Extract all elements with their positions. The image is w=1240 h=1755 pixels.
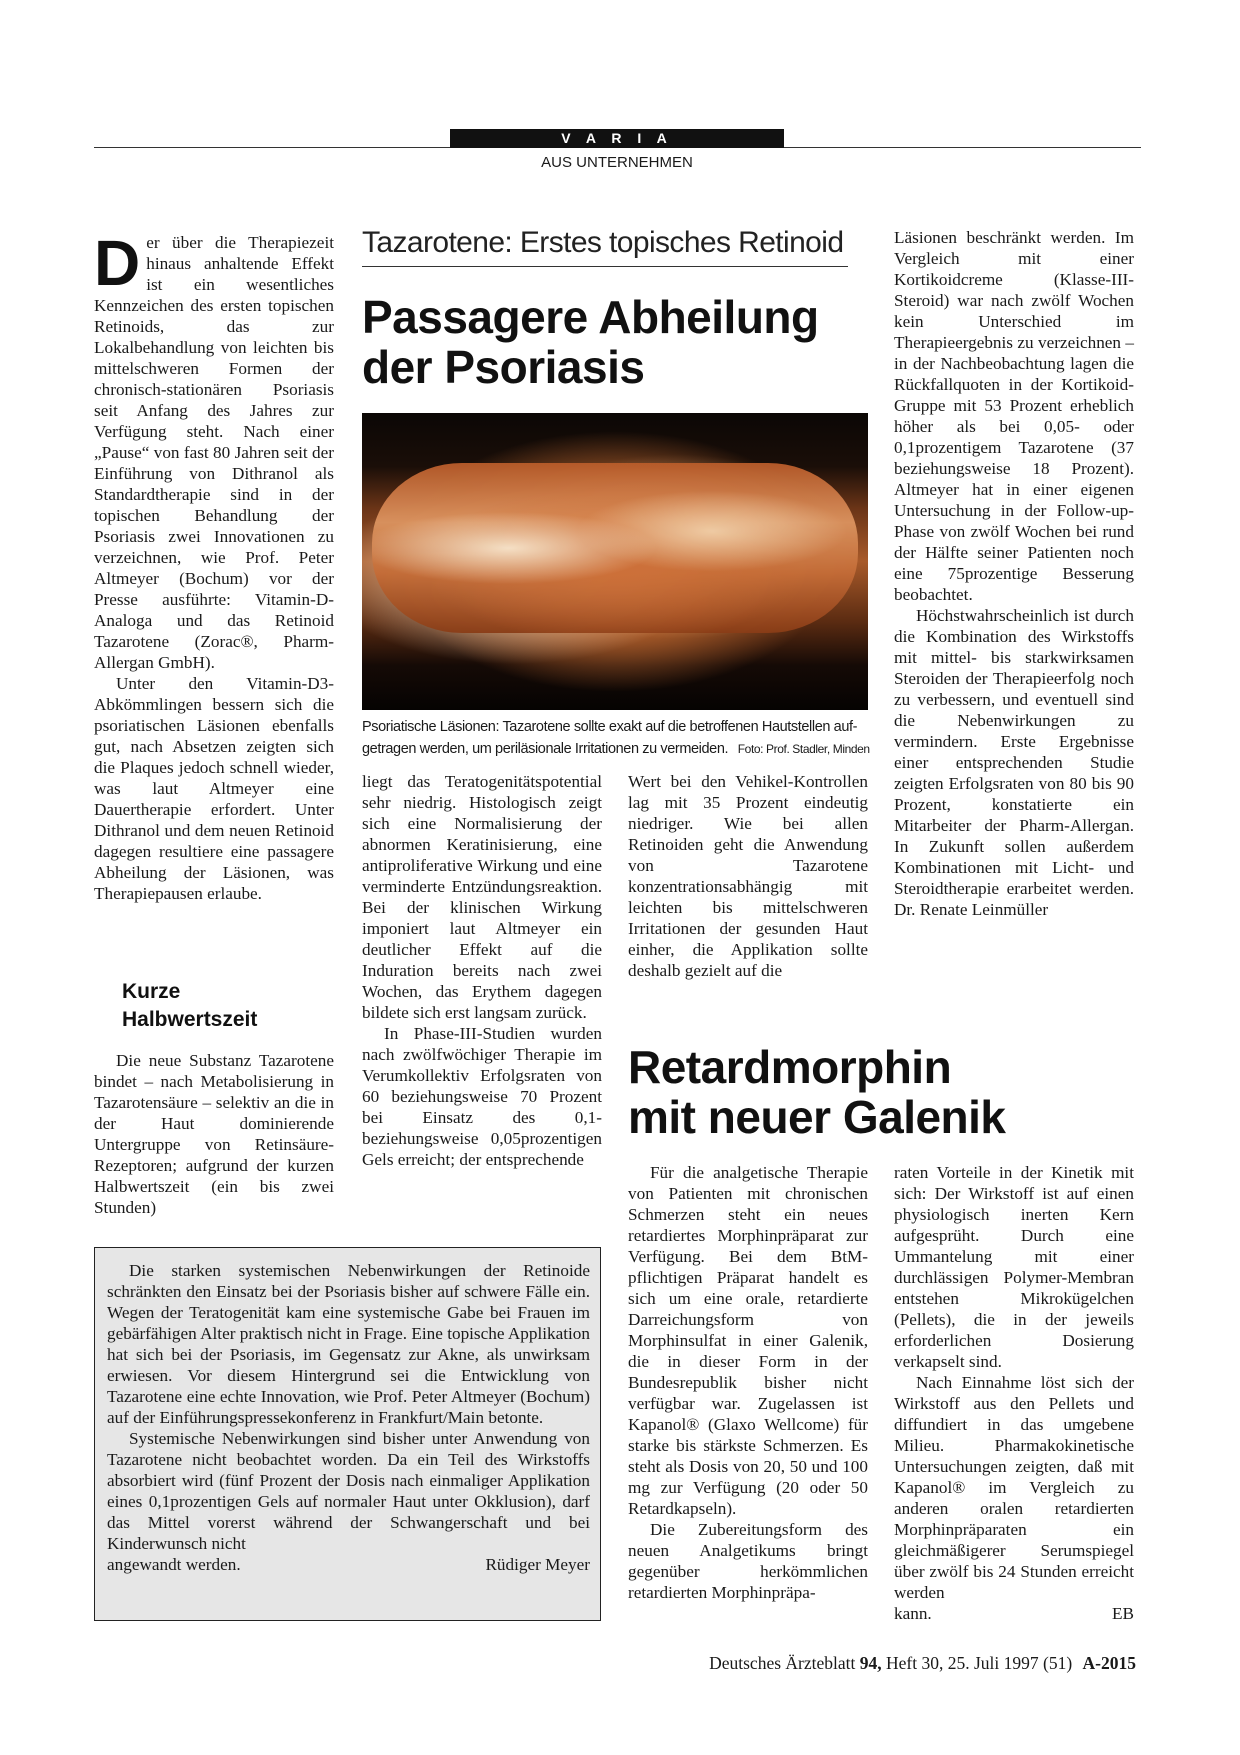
paragraph: Systemische Nebenwirkungen sind bisher unter Anwendung von Tazarotene nicht beobachtet worden. Da ein Teil des Wirkstoffs absorbiert wird (fünf Prozent der Dosis nach einmaliger Applikation eines 0,1prozentigen Gels auf normaler Haut unter Okklusion), darf das Mittel vorerst während der Schwangerschaft und bei Kinderwunsch nicht — [107, 1429, 590, 1553]
subheading — [122, 978, 332, 1034]
info-box-text: angewandt werden. — [107, 1555, 241, 1574]
drop-cap: D — [94, 227, 141, 299]
paragraph: Für die analgetische Therapie von Patienten mit chronischen Schmerzen steht ein neues retardiertes Morphinpräparat zur Verfügung. Bei dem BtM-pflichtigen Präparat handelt es sich um eine orale, retardierte Darreichungsform von Morphinsulfat in einer Galenik, die in dieser Form in der Bundesrepublik bisher nicht verfügbar war. Zugelassen ist Kapanol® (Glaxo Wellcome) für starke bis stärkste Schmerzen. Es steht als Dosis von 20, 50 und 100 mg zur Verfügung (20 oder 50 Retardkapseln). — [628, 1163, 868, 1518]
page-number: A-2015 — [1082, 1653, 1136, 1673]
caption-line: Psoriatische Läsionen: Tazarotene sollte exakt auf die betroffenen Hautstellen auf- — [362, 719, 858, 735]
psoriasis-photo — [362, 413, 868, 710]
article1-column-2 — [362, 771, 602, 1170]
paragraph: Nach Einnahme löst sich der Wirkstoff aus den Pellets und diffundiert in das umgebene Milieu. Pharmakokinetische Untersuchungen zeigten, daß mit Kapanol® im Vergleich zu anderen oralen retardierten Morphinpräparaten ein gleichmäßigerer Serumspiegel über zwölf bis 24 Stunden erreicht werden — [894, 1373, 1134, 1602]
author-signature: Rüdiger Meyer — [485, 1555, 590, 1574]
paragraph: Höchstwahrscheinlich ist durch die Kombination des Wirkstoffs mit mittel- bis starkwirksamen Steroiden der Therapieerfolg noch zu verbessern, und eventuell sind die Nebenwirkungen zu vermindern. Erste Ergebnisse einer entsprechenden Studie zeigten Erfolgsraten von 80 bis 90 Prozent, konstatierte ein Mitarbeiter der Pharm-Allergan. In Zukunft sollen außerdem Kombinationen mit Licht- und Steroidtherapie erarbeitet werden. Dr. Renate Leinmüller — [894, 606, 1134, 919]
article2-column-1 — [628, 1162, 868, 1603]
author-signature: EB — [1112, 1604, 1134, 1623]
headline-line: der Psoriasis — [362, 341, 645, 393]
page-footer — [560, 1652, 1136, 1674]
article2-column-2 — [894, 1162, 1134, 1624]
article1-column-1 — [94, 227, 334, 904]
article-kicker: Tazarotene: Erstes topisches Retinoid — [362, 226, 844, 259]
subheading-line: Halbwertszeit — [122, 1008, 258, 1031]
paragraph: liegt das Teratogenitätspotential sehr niedrig. Histologisch zeigt sich eine Normalisierung der abnormen Keratinisierung, eine antiproliferative Wirkung und eine verminderte Entzündungsreaktion. Bei der klinischen Wirkung imponiert laut Altmeyer ein deutlicher Effekt auf die Induration bereits nach zwei Wochen, das Erythem dagegen bildete sich erst langsam zurück. — [362, 772, 602, 1022]
section-label-text: V A R I A — [561, 130, 673, 146]
volume-number: 94, — [859, 1653, 882, 1673]
issue-date: Heft 30, 25. Juli 1997 (51) — [885, 1653, 1073, 1673]
paragraph: Die Zubereitungsform des neuen Analgetikums bringt gegenüber herkömmlichen retardierten Morphinpräpa- — [628, 1520, 868, 1602]
paragraph: er über die Therapiezeit hinaus anhaltende Effekt ist ein wesentliches Kennzeichen des ersten topischen Retinoids, das zur Lokalbehandlung von leichten bis mittelschweren Formen der chronisch-stationären Psoriasis seit Anfang des Jahres zur Verfügung steht. Nach einer „Pause“ von fast 80 Jahren seit der Einführung von Dithranol als Standardtherapie sind in der topischen Behandlung der Psoriasis zwei Innovationen zu verzeichnen, wie Prof. Peter Altmeyer (Bochum) vor der Presse ausführte: Vitamin-D-Analoga und das Retinoid Tazarotene (Zorac®, Pharm-Allergan GmbH). — [94, 233, 334, 672]
paragraph: In Phase-III-Studien wurden nach zwölfwöchiger Therapie im Verumkollektiv Erfolgsraten von 60 beziehungsweise 70 Prozent bei Einsatz des 0,1- beziehungsweise 0,05prozentigen Gels erreicht; der entsprechende — [362, 1024, 602, 1169]
article2-last-line — [894, 1603, 1134, 1624]
article1-column-4 — [894, 227, 1134, 920]
article2-text: kann. — [894, 1604, 932, 1623]
section-label — [450, 129, 784, 148]
caption-line: getragen werden, um periläsionale Irritationen zu vermeiden. — [362, 741, 729, 757]
photo-limb-shape — [372, 463, 858, 633]
journal-name: Deutsches Ärzteblatt — [709, 1653, 856, 1673]
photo-caption — [362, 716, 882, 760]
subheading-line: Kurze — [122, 980, 181, 1003]
headline-line: Retardmorphin — [628, 1041, 952, 1093]
article-headline — [362, 292, 882, 392]
headline-line: mit neuer Galenik — [628, 1091, 1006, 1143]
paragraph: Die starken systemischen Nebenwirkungen der Retinoide schränkten den Einsatz bei der Psoriasis bisher auf schwere Fälle ein. Wegen der Teratogenität kam eine systemische Gabe bei Frauen im gebärfähigen Alter praktisch nicht in Frage. Eine topische Applikation hat sich bei der Psoriasis, im Gegensatz zur Akne, als unwirksam erwiesen. Vor diesem Hintergrund sei die Entwicklung von Tazarotene eine echte Innovation, wie Prof. Peter Altmeyer (Bochum) auf der Einführungspressekonferenz in Frankfurt/Main betonte. — [107, 1261, 590, 1427]
article1-column-1-cont — [94, 1050, 334, 1218]
article2-headline — [628, 1042, 1138, 1142]
paragraph: Die neue Substanz Tazarotene bindet – nach Metabolisierung in Tazarotensäure – selektiv an die in der Haut dominierende Untergruppe von Retinsäure-Rezeptoren; aufgrund der kurzen Halbwertszeit (ein bis zwei Stunden) — [94, 1051, 334, 1217]
subsection-label: AUS UNTERNEHMEN — [541, 154, 693, 171]
photo-credit: Foto: Prof. Stadler, Minden — [737, 742, 870, 756]
paragraph: Unter den Vitamin-D3- Abkömmlingen bessern sich die psoriatischen Läsionen ebenfalls gut, nach Absetzen zeigten sich die Plaques jedoch schnell wieder, was laut Altmeyer eine Dauertherapie erfordert. Unter Dithranol und dem neuen Retinoid dagegen resultiere eine passagere Abheilung der Läsionen, was Therapiepausen erlaube. — [94, 674, 334, 903]
info-box-last-line — [107, 1554, 590, 1575]
paragraph: Läsionen beschränkt werden. Im Vergleich mit einer Kortikoidcreme (Klasse-III-Steroid) war nach zwölf Wochen kein Unterschied im Therapieergebnis zu verzeichnen – in der Nachbeobachtung lagen die Rückfallquoten in der Kortikoid-Gruppe mit 53 Prozent erheblich höher als bei 0,05- oder 0,1prozentigem Tazarotene (37 beziehungsweise 18 Prozent). Altmeyer hat in einer eigenen Untersuchung in der Follow-up-Phase von zwölf Wochen bei rund der Hälfte seiner Patienten noch eine 75prozentige Besserung beobachtet. — [894, 228, 1134, 604]
article1-column-3 — [628, 771, 868, 981]
kicker-rule — [362, 266, 848, 267]
paragraph: Wert bei den Vehikel-Kontrollen lag mit 35 Prozent eindeutig niedriger. Wie bei allen Retinoiden geht die Anwendung von Tazarotene konzentrationsabhängig mit leichten bis mittelschweren Irritationen der gesunden Haut einher, die Applikation sollte deshalb gezielt auf die — [628, 772, 868, 980]
paragraph: raten Vorteile in der Kinetik mit sich: Der Wirkstoff ist auf einen physiologisch inerten Kern aufgesprüht. Durch eine Ummantelung mit einer durchlässigen Polymer-Membran entstehen Mikrokügelchen (Pellets), die in der jeweils erforderlichen Dosierung verkapselt sind. — [894, 1163, 1134, 1371]
info-box — [94, 1247, 601, 1621]
headline-line: Passagere Abheilung — [362, 291, 819, 343]
